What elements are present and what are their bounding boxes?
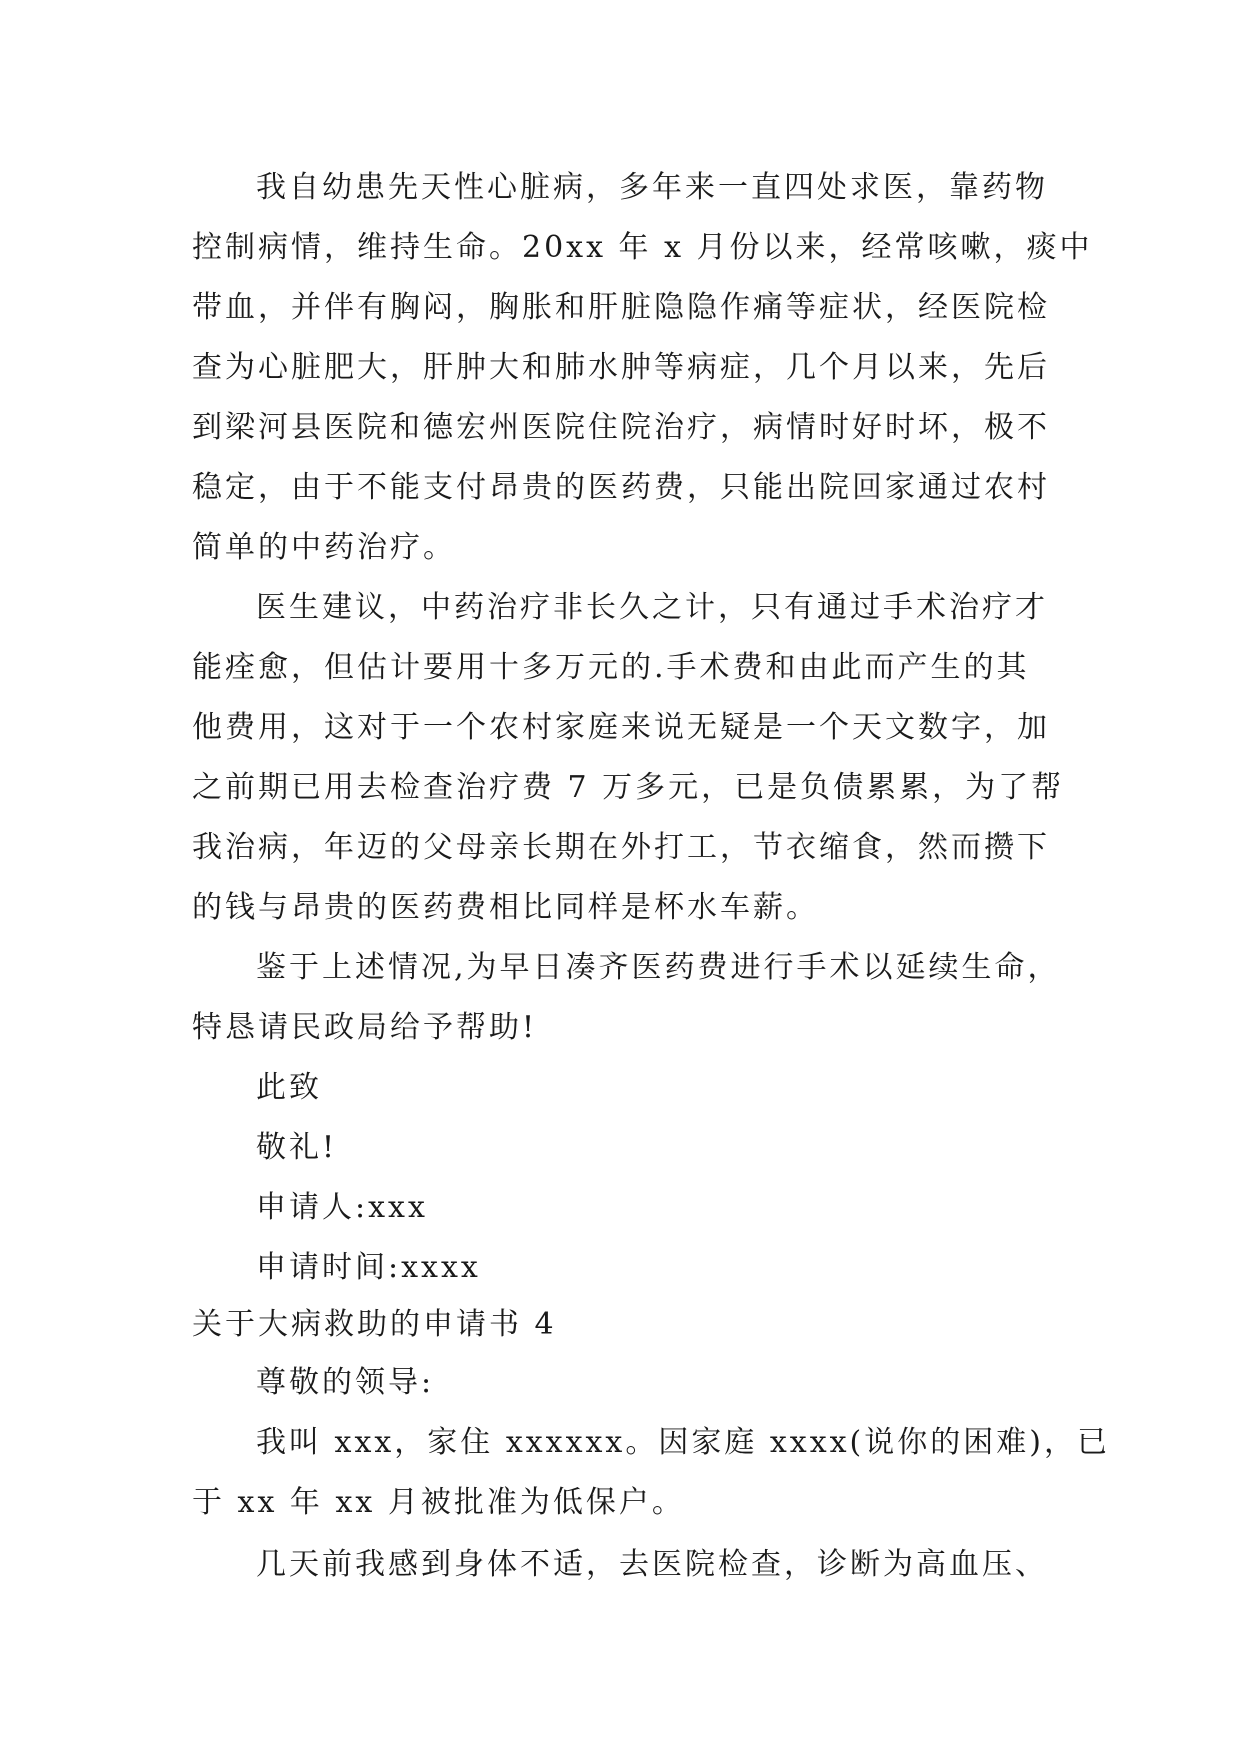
application-date: 申请时间:xxxx [256,1250,481,1285]
paragraph-2-line-3: 他费用，这对于一个农村家庭来说无疑是一个天文数字，加 [192,710,1050,745]
paragraph-2-line-6: 的钱与昂贵的医药费相比同样是杯水车薪。 [192,890,819,925]
paragraph-1-line-6: 稳定，由于不能支付昂贵的医药费，只能出院回家通过农村 [192,470,1050,505]
paragraph-1-line-7: 简单的中药治疗。 [192,530,456,565]
salutation: 尊敬的领导: [256,1365,435,1400]
paragraph-2-line-4: 之前期已用去检查治疗费 7 万多元，已是负债累累，为了帮 [192,770,1065,805]
paragraph-1-line-1: 我自幼患先天性心脏病，多年来一直四处求医，靠药物 [256,170,1048,205]
section-title: 关于大病救助的申请书 4 [192,1307,557,1342]
paragraph-1-line-5: 到梁河县医院和德宏州医院住院治疗，病情时好时坏，极不 [192,410,1050,445]
paragraph-4-line-2: 于 xx 年 xx 月被批准为低保户。 [192,1485,685,1520]
paragraph-2-line-5: 我治病，年迈的父母亲长期在外打工，节衣缩食，然而攒下 [192,830,1050,865]
applicant-name: 申请人:xxx [256,1190,428,1225]
paragraph-2-line-2: 能痊愈，但估计要用十多万元的.手术费和由此而产生的其 [192,650,1030,685]
paragraph-1-line-4: 查为心脏肥大，肝肿大和肺水肿等病症，几个月以来，先后 [192,350,1050,385]
paragraph-1-line-2: 控制病情，维持生命。20xx 年 x 月份以来，经常咳嗽，痰中 [192,230,1093,265]
paragraph-3-line-2: 特恳请民政局给予帮助! [192,1010,538,1045]
paragraph-1-line-3: 带血，并伴有胸闷，胸胀和肝脏隐隐作痛等症状，经医院检 [192,290,1050,325]
paragraph-2-line-1: 医生建议，中药治疗非长久之计，只有通过手术治疗才 [256,590,1048,625]
paragraph-5-line-1: 几天前我感到身体不适，去医院检查，诊断为高血压、 [256,1547,1048,1582]
closing-line-1: 此致 [256,1070,322,1105]
paragraph-4-line-1: 我叫 xxx，家住 xxxxxx。因家庭 xxxx(说你的困难)，已 [256,1425,1110,1460]
paragraph-3-line-1: 鉴于上述情况,为早日凑齐医药费进行手术以延续生命， [256,950,1061,985]
closing-line-2: 敬礼! [256,1130,338,1165]
